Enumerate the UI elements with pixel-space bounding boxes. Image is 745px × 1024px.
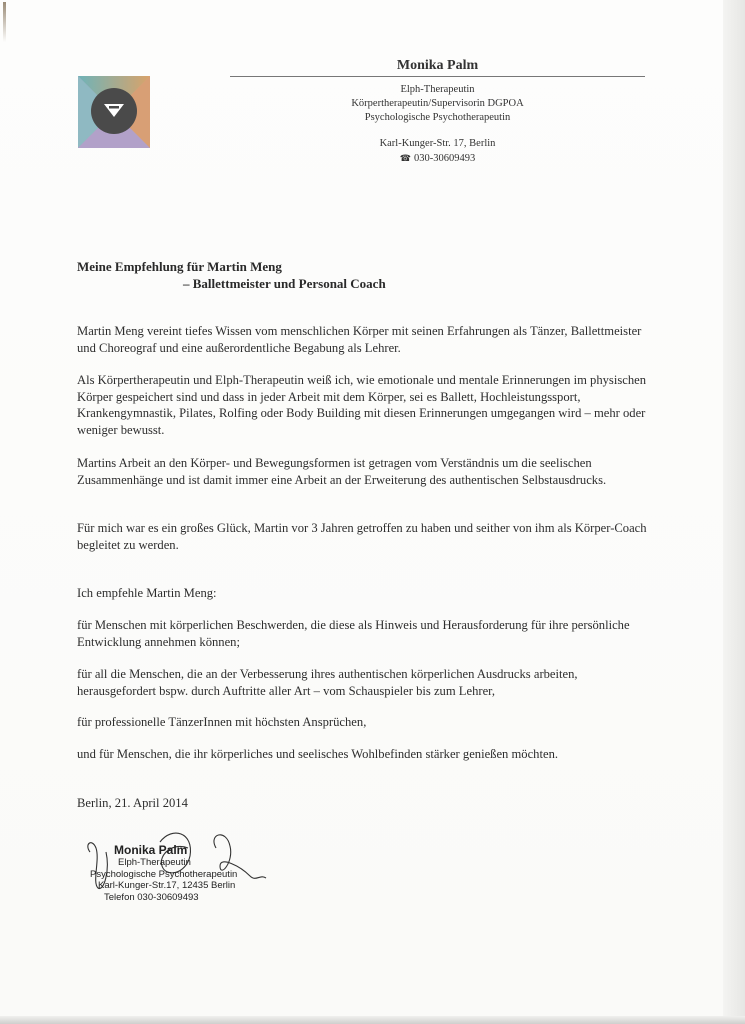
paragraph: Ich empfehle Martin Meng: <box>77 586 217 600</box>
stamp-line: Elph-Therapeutin <box>118 857 191 868</box>
subject-line-1: Meine Empfehlung für Martin Meng <box>77 259 282 274</box>
paragraph: Für mich war es ein großes Glück, Martin vor 3 Jahren getroffen zu haben und seither von ihm als Körper-Coach begleitet zu werden. <box>77 521 647 552</box>
paragraph: und für Menschen, die ihr körperliches und seelisches Wohlbefinden stärker genießen möchten. <box>77 747 559 761</box>
letterhead-title: Psychologische Psychotherapeutin <box>364 112 511 123</box>
stamp-name: Monika Palm <box>114 843 188 857</box>
stamp-line: Psychologische Psychotherapeutin <box>90 868 238 880</box>
scan-edge-bottom <box>0 1016 745 1024</box>
scan-mark <box>3 2 6 42</box>
letterhead-name: Monika Palm <box>230 58 645 77</box>
paragraph: Als Körpertherapeutin und Elph-Therapeutin weiß ich, wie emotionale und mentale Erinnerungen im physischen Körper gespeichert sind und dass in jeder Arbeit mit dem Körper, sei es Ballett, Hochleistungssport, Krankengymnastik, Pilates, Rolfing oder Body Building mit diesen Erinnerungen umgegangen wird – mehr oder weniger bewusst. <box>77 373 647 437</box>
letterhead-phone: 030-30609493 <box>413 153 476 164</box>
stamp-line: Karl-Kunger-Str.17, 12435 Berlin <box>98 880 236 891</box>
logo-icon <box>78 76 150 148</box>
paragraph: für all die Menschen, die an der Verbesserung ihres authentischen körperlichen Ausdrucks arbeiten, herausgefordert bspw. durch Auftritte aller Art – vom Schauspieler bis zum Lehrer, <box>77 667 578 698</box>
signature-stamp <box>70 822 310 912</box>
stamp-text <box>88 844 288 903</box>
paragraph: für professionelle TänzerInnen mit höchsten Ansprüchen, <box>77 715 367 729</box>
letterhead <box>230 58 645 166</box>
telephone-icon: ☎ <box>399 153 411 163</box>
stamp-line: Telefon 030-30609493 <box>104 891 199 903</box>
subject-line-2: – Ballettmeister und Personal Coach <box>183 276 386 291</box>
paragraph: Martins Arbeit an den Körper- und Bewegungsformen ist getragen vom Verständnis um die seelischen Zusammenhänge und ist damit immer eine Arbeit an der Erweiterung des authentischen Selbstausdrucks. <box>77 456 607 487</box>
letterhead-title: Körpertherapeutin/Supervisorin DGPOA <box>351 98 524 109</box>
letter-subject <box>77 258 386 292</box>
paragraph: Martin Meng vereint tiefes Wissen vom menschlichen Körper mit seinen Erfahrungen als Tänzer, Ballettmeister und Choreograf und eine außerordentliche Begabung als Lehrer. <box>77 324 642 355</box>
scan-edge-right <box>723 0 745 1024</box>
letterhead-phone-row <box>230 151 645 166</box>
paragraph: für Menschen mit körperlichen Beschwerden, die diese als Hinweis und Herausforderung für ihre persönliche Entwicklung annehmen können; <box>77 618 630 649</box>
letterhead-address: Karl-Kunger-Str. 17, Berlin <box>379 138 496 149</box>
letterhead-title: Elph-Therapeutin <box>400 84 475 95</box>
date-line: Berlin, 21. April 2014 <box>77 796 188 810</box>
